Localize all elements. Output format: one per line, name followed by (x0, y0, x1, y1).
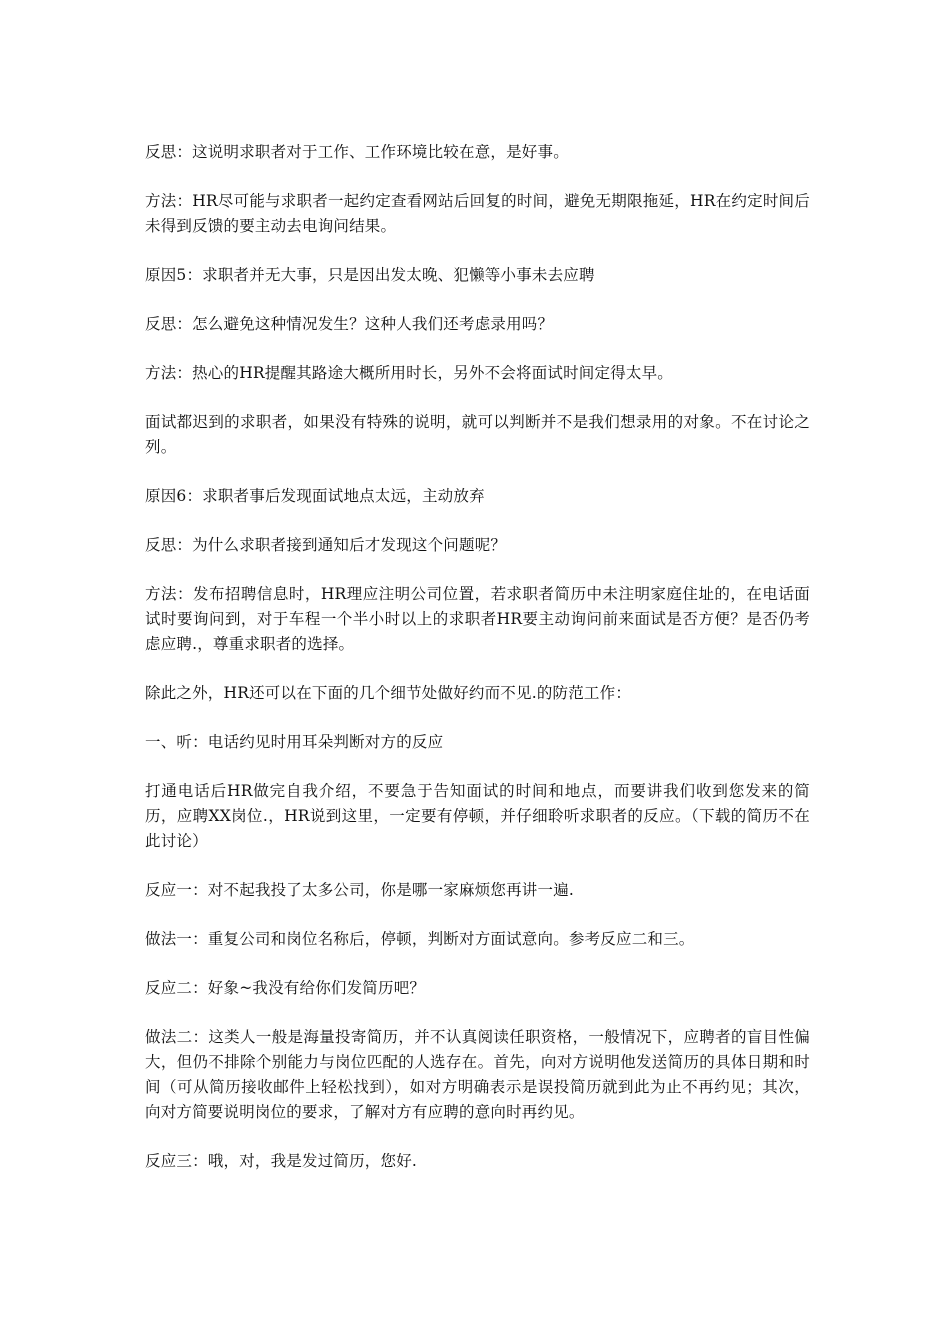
paragraph-reflection-1: 反思：这说明求职者对于工作、工作环境比较在意，是好事。 (145, 143, 569, 161)
paragraph-reaction-3: 反应三：哦，对，我是发过简历，您好. (145, 1152, 418, 1170)
paragraph-method-2: 方法：热心的HR提醒其路途大概所用时长，另外不会将面试时间定得太早。 (145, 364, 673, 382)
paragraph-reason-5: 原因5：求职者并无大事，只是因出发太晚、犯懒等小事未去应聘 (145, 266, 595, 284)
paragraph-additionally: 除此之外，HR还可以在下面的几个细节处做好约而不见.的防范工作： (145, 684, 632, 702)
document-body (145, 140, 810, 1198)
paragraph-approach-1: 做法一：重复公司和岗位名称后，停顿，判断对方面试意向。参考反应二和三。 (145, 930, 695, 948)
paragraph-reflection-2: 反思：怎么避免这种情况发生？这种人我们还考虑录用吗？ (145, 315, 554, 333)
paragraph-reflection-3: 反思：为什么求职者接到通知后才发现这个问题呢？ (145, 536, 507, 554)
paragraph-approach-2: 做法二：这类人一般是海量投寄简历，并不认真阅读任职资格，一般情况下，应聘者的盲目性偏大，但仍不排除个别能力与岗位匹配的人选存在。首先，向对方说明他发送简历的具体日期和时间（可从简历接收邮件上轻松找到），如对方明确表示是误投简历就到此为止不再约见；其次，向对方简要说明岗位的要求，了解对方有应聘的意向时再约见。 (145, 1028, 810, 1121)
paragraph-late-applicants: 面试都迟到的求职者，如果没有特殊的说明，就可以判断并不是我们想录用的对象。不在讨论之列。 (145, 413, 810, 456)
paragraph-reaction-2: 反应二：好象~我没有给你们发简历吧？ (145, 979, 426, 997)
paragraph-reason-6: 原因6：求职者事后发现面试地点太远，主动放弃 (145, 487, 485, 505)
paragraph-method-1: 方法：HR尽可能与求职者一起约定查看网站后回复的时间，避免无期限拖延，HR在约定时间后未得到反馈的要主动去电询问结果。 (145, 192, 810, 235)
paragraph-section-listen: 一、听：电话约见时用耳朵判断对方的反应 (145, 733, 444, 751)
paragraph-phone-call: 打通电话后HR做完自我介绍，不要急于告知面试的时间和地点，而要讲我们收到您发来的简历，应聘XX岗位.，HR说到这里，一定要有停顿，并仔细聆听求职者的反应。（下载的简历不在此讨论） (145, 782, 810, 850)
paragraph-method-3: 方法：发布招聘信息时，HR理应注明公司位置，若求职者简历中未注明家庭住址的，在电话面试时要询问到，对于车程一个半小时以上的求职者HR要主动询问前来面试是否方便？是否仍考虑应聘.，尊重求职者的选择。 (145, 585, 810, 653)
paragraph-reaction-1: 反应一：对不起我投了太多公司，你是哪一家麻烦您再讲一遍. (145, 881, 575, 899)
